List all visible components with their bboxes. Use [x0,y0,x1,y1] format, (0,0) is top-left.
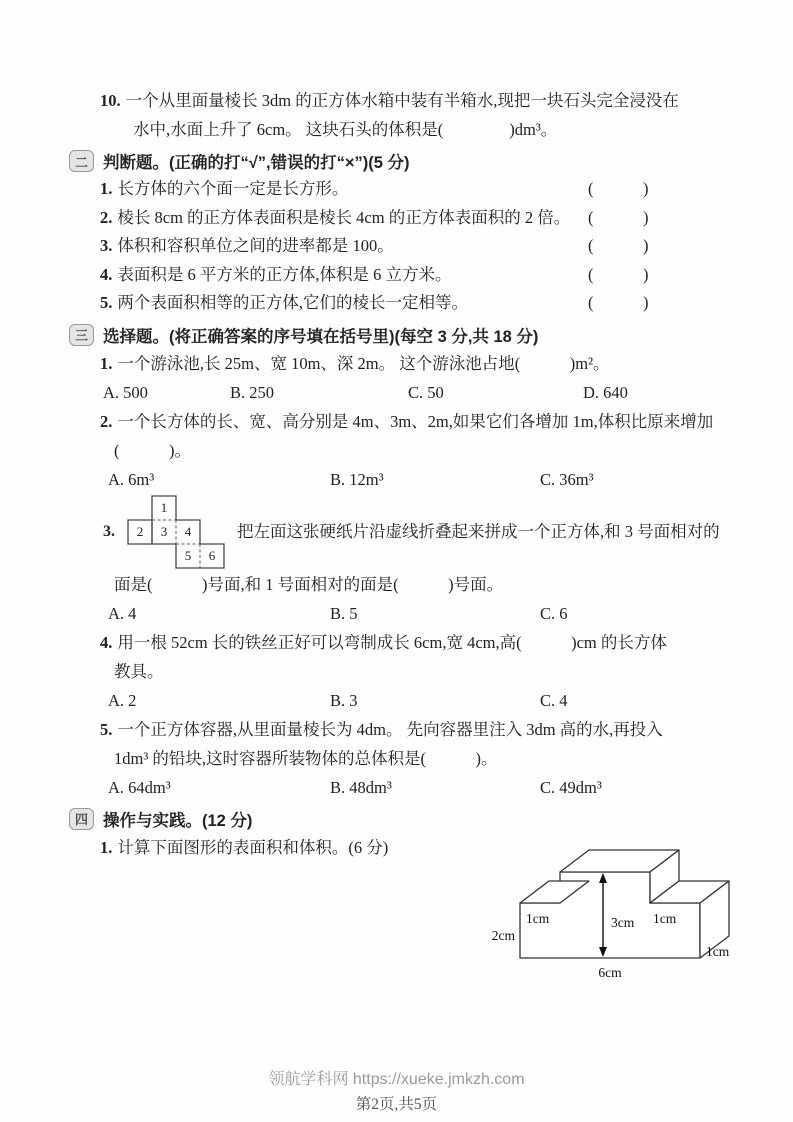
choice-q3-text2: 面是( )号面,和 1 号面相对的面是( )号面。 [114,574,504,594]
choice-q5-text2: 1dm³ 的铅块,这时容器所装物体的总体积是( )。 [114,748,498,768]
dim-label-depth: 1cm [706,944,730,959]
choice-q5-line2 [100,744,700,773]
composite-solid-figure-wrap [470,826,750,991]
judge-item-1-answer-bracket: ( ) [588,179,649,198]
choice-q3-line1 [103,494,720,570]
judge-item-1-number: 1. [100,179,113,198]
judge-item-4-answer-bracket: ( ) [588,264,649,284]
judge-item-2-number: 2. [100,207,113,227]
choice-q5-option-a: A. 64dm³ [108,777,171,797]
choice-q2-line2 [100,436,700,465]
choice-q1-number: 1. [100,353,113,373]
choice-q4-text2: 教具。 [114,661,164,681]
judge-section-title: 判断题。(正确的打“√”,错误的打“×”)(5 分) [103,154,410,172]
dim-label-bottom-length: 6cm [598,965,622,980]
judge-item-4 [100,261,700,290]
choice-q2-number: 2. [100,411,113,431]
judge-item-5-answer-bracket: ( ) [588,293,649,312]
choice-q2-option-a: A. 6m³ [108,469,155,489]
choice-q3-line2 [100,570,700,599]
judge-item-5 [100,289,700,318]
judge-item-2-text: 棱长 8cm 的正方体表面积是棱长 4cm 的正方体表面积的 2 倍。 [117,207,571,227]
dim-label-right-ledge: 1cm [653,911,677,926]
choice-q1-option-d: D. 640 [583,382,628,402]
dim-label-left-ledge: 1cm [526,911,550,926]
exam-content [74,86,720,862]
dim-label-left-height: 2cm [491,928,515,943]
choice-q5-option-b: B. 48dm³ [330,777,392,797]
practice-q1-number: 1. [100,837,113,857]
practice-section-title: 操作与实践。(12 分) [103,811,253,830]
judge-item-1 [100,175,700,204]
net-cell-4: 4 [184,523,192,539]
judge-item-3-number: 3. [100,236,113,255]
choice-q5-text1: 一个正方体容器,从里面量棱长为 4dm。 先向容器里注入 3dm 高的水,再投入 [117,719,663,739]
choice-q5-option-c: C. 49dm³ [540,777,602,797]
judge-item-3 [100,232,700,261]
choice-q1-option-b: B. 250 [230,382,275,402]
section-two-badge-icon: 二 [69,150,94,172]
question-10-text2: 水中,水面上升了 6cm。 这块石头的体积是( )dm³。 [133,120,558,139]
choice-q2-options [100,465,700,494]
choice-q1-option-a: A. 500 [103,382,148,402]
choice-q1-options [100,378,700,407]
choice-q2-option-b: B. 12m³ [330,469,384,489]
choice-q4-line1 [100,628,700,657]
section-four-badge-icon: 四 [69,808,94,830]
choice-q3-text1: 把左面这张硬纸片沿虚线折叠起来拼成一个正方体,和 3 号面相对的 [237,522,720,541]
judge-section-header [69,147,700,175]
cube-net-figure [127,495,225,569]
choice-q2-text2: ( )。 [114,440,191,460]
question-10-number: 10. [100,91,121,110]
choice-section-title: 选择题。(将正确答案的序号填在括号里)(每空 3 分,共 18 分) [103,327,539,346]
composite-solid-figure [470,826,750,986]
choice-q2-option-c: C. 36m³ [540,469,594,489]
choice-q3-options [100,599,700,628]
question-10-line1 [100,86,700,115]
choice-q1-line1 [100,349,700,378]
choice-q1-option-c: C. 50 [408,382,444,402]
net-cell-3: 3 [160,523,168,539]
choice-q5-line1 [100,715,700,744]
choice-q4-line2 [100,657,700,686]
judge-item-5-number: 5. [100,293,113,312]
section-three-badge-icon: 三 [69,324,94,346]
solid-faces [520,850,729,958]
choice-q2-text1: 一个长方体的长、宽、高分别是 4m、3m、2m,如果它们各增加 1m,体积比原来增加 [117,411,714,431]
choice-section-header [69,321,700,349]
judge-item-4-text: 表面积是 6 平方米的正方体,体积是 6 立方米。 [117,264,452,284]
judge-item-1-text: 长方体的六个面一定是长方形。 [117,179,349,198]
judge-item-3-text: 体积和容积单位之间的进率都是 100。 [117,236,394,255]
judge-item-2 [100,204,700,233]
question-10-text1: 一个从里面量棱长 3dm 的正方体水箱中装有半箱水,现把一块石头完全浸没在 [125,91,679,110]
judge-item-2-answer-bracket: ( ) [588,207,649,227]
judge-item-3-answer-bracket: ( ) [588,236,649,255]
choice-q1-text: 一个游泳池,长 25m、宽 10m、深 2m。 这个游泳池占地( )m²。 [117,353,610,373]
judge-item-4-number: 4. [100,264,113,284]
net-cell-6: 6 [208,547,216,563]
choice-q3-option-b: B. 5 [330,603,358,623]
choice-q5-number: 5. [100,719,113,739]
practice-q1-text: 计算下面图形的表面积和体积。(6 分) [117,837,389,857]
net-cell-1: 1 [160,499,168,515]
choice-q4-options [100,686,700,715]
question-10-line2 [100,115,700,144]
choice-q5-options [100,773,700,802]
choice-q3-option-c: C. 6 [540,603,568,623]
judge-item-5-text: 两个表面积相等的正方体,它们的棱长一定相等。 [117,293,468,312]
net-cell-5: 5 [184,547,192,563]
net-cell-2: 2 [136,523,144,539]
choice-q2-line1 [100,407,714,436]
choice-q4-number: 4. [100,632,113,652]
choice-q3-option-a: A. 4 [108,603,137,623]
choice-q3-number: 3. [103,522,115,540]
choice-q4-option-b: B. 3 [330,690,358,710]
choice-q4-text1: 用一根 52cm 长的铁丝正好可以弯制成长 6cm,宽 4cm,高( )cm 的长方体 [117,632,667,652]
footer-site-text: 领航学科网 https://xueke.jmkzh.com [268,1071,525,1088]
dim-label-mid-height: 3cm [611,915,635,930]
choice-q4-option-c: C. 4 [540,690,568,710]
choice-q4-option-a: A. 2 [108,690,137,710]
footer-page-number: 第2页,共5页 [355,1096,438,1113]
